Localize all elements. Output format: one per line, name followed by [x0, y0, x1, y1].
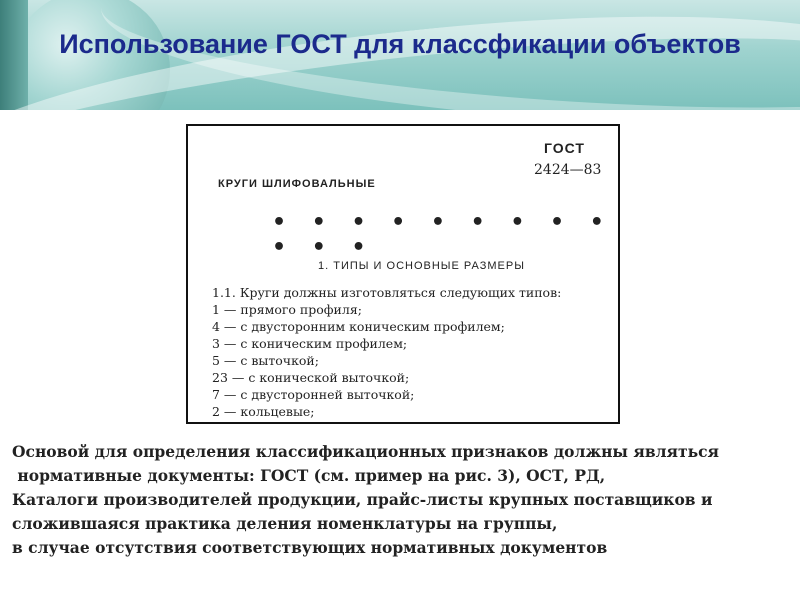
- gost-label: ГОСТ: [544, 140, 585, 156]
- gost-number: 2424—83: [534, 162, 602, 178]
- list-item: 5 — с выточкой;: [212, 353, 319, 368]
- list-item: 23 — с конической выточкой;: [212, 370, 410, 385]
- list-item: 7 — с двусторонней выточкой;: [212, 387, 415, 402]
- section-heading: 1. ТИПЫ И ОСНОВНЫЕ РАЗМЕРЫ: [318, 260, 525, 272]
- body-paragraph: [12, 440, 792, 560]
- list-item: 2 — кольцевые;: [212, 404, 315, 419]
- body-line: сложившаяся практика деления номенклатуры на группы,: [12, 514, 558, 533]
- list-item: 1 — прямого профиля;: [212, 302, 362, 317]
- dotted-separator: • • • • • • • • • • • •: [272, 210, 613, 260]
- slide-title: Использование ГОСТ для классфикации объектов: [59, 29, 741, 59]
- list-item: 4 — с двусторонним коническим профилем;: [212, 319, 505, 334]
- header-side-strip: [0, 0, 28, 110]
- document-title: КРУГИ ШЛИФОВАЛЬНЫЕ: [218, 178, 376, 190]
- gost-document-scan: [186, 124, 620, 424]
- list-item: 3 — с коническим профилем;: [212, 336, 408, 351]
- list-item: 1.1. Круги должны изготовляться следующих типов:: [212, 285, 562, 300]
- wheel-types-list: [212, 284, 561, 420]
- body-line: Каталоги производителей продукции, прайс-листы крупных поставщиков и: [12, 490, 713, 509]
- body-line: Основой для определения классификационных признаков должны являться: [12, 442, 719, 461]
- body-line: в случае отсутствия соответствующих нормативных документов: [12, 538, 608, 557]
- body-line: нормативные документы: ГОСТ (см. пример на рис. 3), ОСТ, РД,: [12, 466, 606, 485]
